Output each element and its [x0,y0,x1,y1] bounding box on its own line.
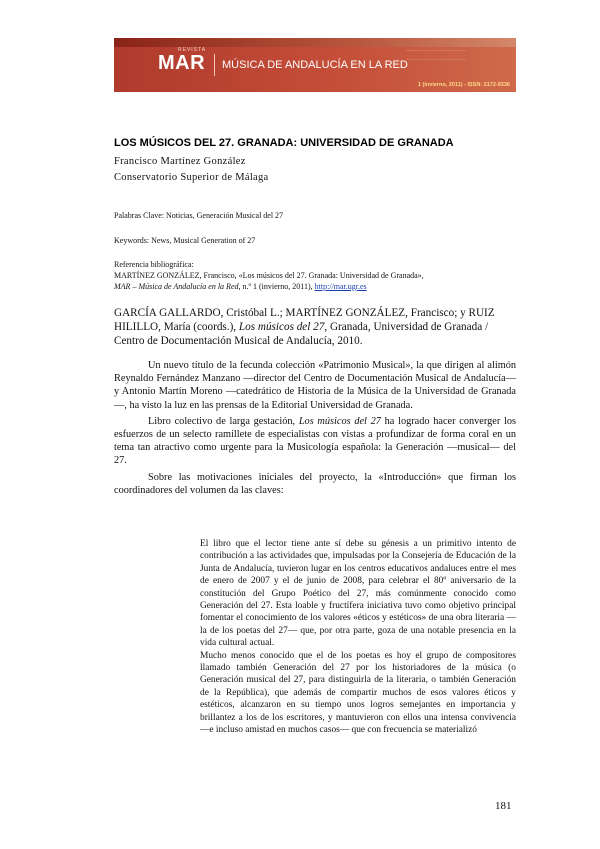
reference-label: Referencia bibliográfica: [114,260,194,269]
banner-subtitle: MÚSICA DE ANDALUCÍA EN LA RED [222,59,408,71]
quote-paragraph-1: El libro que el lector tiene ante sí debe su génesis a un primitivo intento de contribución a las actividades que, impulsadas por la Consejería de Educación de la Junta de Andalucía, tuvieron lugar en los centros educativos andaluces entre el mes de enero de 2007 y el de junio de 2008, para celebrar el 80º aniversario de la constitución del Grupo Poético del 27, más comúnmente conocido como Generación del 27. Esta loable y fructífera iniciativa tuvo como objetivo principal fomentar el conocimiento de los valores «éticos y estéticos» de una obra literaria —la de los poetas del 27— que, por otra parte, goza de una notable presencia en la vida cultural actual. [200,539,516,649]
book-citation [114,306,516,348]
keywords-en: Keywords: News, Musical Generation of 27 [114,236,256,245]
citation-book-title: Los músicos del 27 [238,321,325,333]
p2-part-b: ha logrado hacer converger los esfuerzos de un selecto ramillete de especialistas con vistas a profundizar de forma coral en un tema tan atractivo como urgente para la Musicología española: la Generación —musical— del 27. [114,415,516,467]
banner-divider [214,54,215,76]
body-paragraph-3: Sobre las motivaciones iniciales del proyecto, la «Introducción» que firman los coordinadores del volumen da las claves: [114,471,516,496]
reference-text [114,271,516,292]
citation-author-3: RUIZ HILILLO [114,307,495,333]
banner-revista-label: REVISTA [178,47,207,53]
citation-part-4: , Granada, Universidad de Granada / Centro de Documentación Musical de Andalucía, 2010. [114,321,489,347]
reference-author: MARTÍNEZ GONZÁLEZ [114,271,200,280]
reference-part1: , Francisco, «Los músicos del 27. Granada: Universidad de Granada», [199,271,424,280]
page-number: 181 [495,800,512,812]
reference-part2: , n.º 1 (invierno, 2011), [238,281,315,291]
journal-banner [114,38,516,92]
article-affiliation: Conservatorio Superior de Málaga [114,172,269,183]
reference-link[interactable]: http://mar.ugr.es [314,281,367,291]
banner-stripe [114,38,516,47]
body-paragraph-1: Un nuevo título de la fecunda colección «Patrimonio Musical», la que dirigen al alimón Reynaldo Fernández Manzano —director del Centro de Documentación Musical de Andalucía— y Antonio Martín Moreno —catedrático de Historia de la Música de la Universidad de Granada—, ha visto la luz en las prensas de la Editorial Universidad de Granada. [114,360,516,411]
article-body [114,359,516,500]
reference-journal: MAR – Música de Andalucía en la Red [114,281,239,291]
citation-part-3: , María (coords.), [158,321,239,333]
p2-book-title: Los músicos del 27 [298,415,381,427]
citation-part-2: , Francisco; y [405,307,469,319]
body-paragraph-2 [114,415,516,468]
keywords-es: Palabras Clave: Noticias, Generación Musical del 27 [114,211,284,220]
quote-paragraph-2: Mucho menos conocido que el de los poetas es hoy el grupo de compositores llamado también Generación del 27 por los historiadores de la música (o Generación musical del 27, para distinguirla de la literaria, o también Generación de la República), que además de compartir muchos de esos valores éticos y estéticos, alcanzaron en su tiempo unos logros semejantes en importancia y brillantez a los de los escritores, y mantuvieron con ellos una intensa convivencia —e incluso amistad en muchos casos— que con frecuencia se materializó [200,650,516,736]
citation-author-2: MARTÍNEZ GONZÁLEZ [285,307,406,319]
block-quote [200,538,516,737]
citation-part-1: , Cristóbal L.; [220,307,286,319]
banner-staff-lines [406,50,466,60]
banner-issue: 1 (invierno, 2011) - ISSN: 2172-9336 [417,82,510,88]
article-title: LOS MÚSICOS DEL 27. GRANADA: UNIVERSIDAD DE GRANADA [114,137,454,149]
banner-logo-text: MAR [158,52,206,74]
citation-author-1: GARCÍA GALLARDO [114,307,221,319]
article-author: Francisco Martínez González [114,156,246,167]
p2-part-a: Libro colectivo de larga gestación, [148,415,299,427]
